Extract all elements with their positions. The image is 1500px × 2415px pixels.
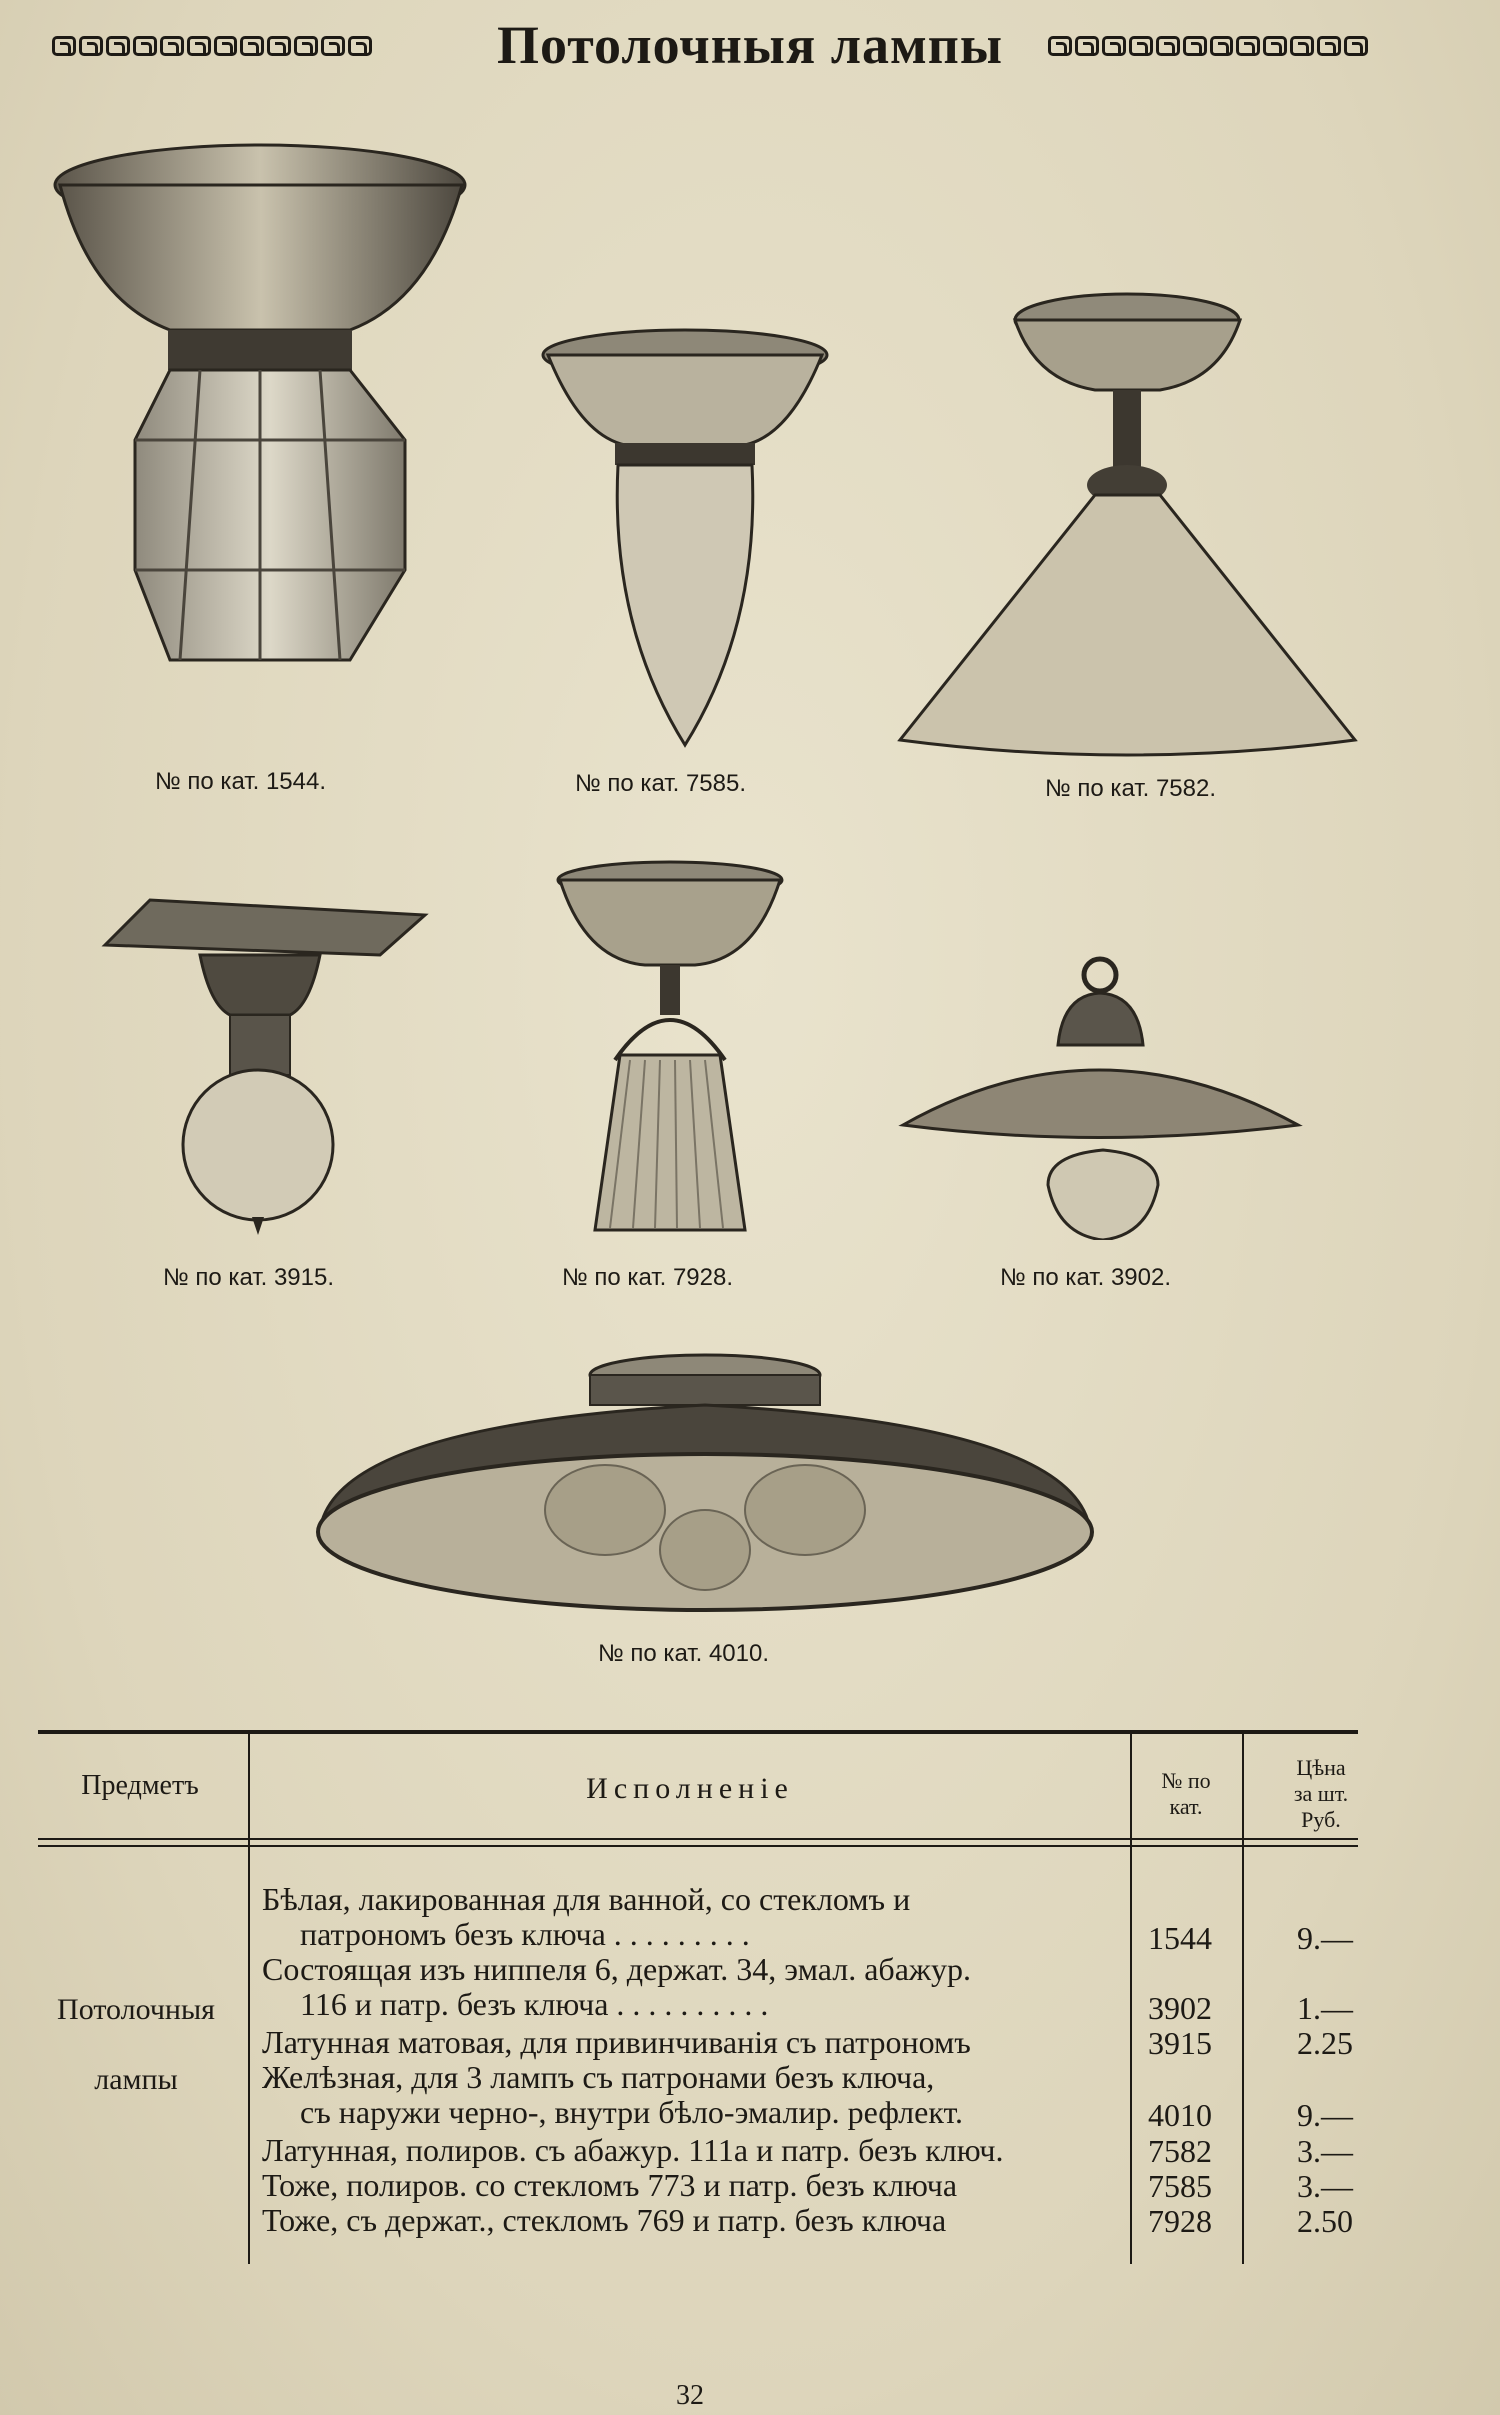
row-3902-line2: 116 и патр. безъ ключа . . . . . . . . . . — [300, 1986, 769, 2022]
row-3915-num: 3915 — [1148, 2025, 1212, 2061]
lamp-3915-illustration — [100, 895, 430, 1240]
page-title: Потолочныя лампы — [496, 15, 1004, 75]
row-7928-num: 7928 — [1148, 2203, 1212, 2239]
row-1544-line2: патрономъ безъ ключа . . . . . . . . . — [300, 1916, 750, 1952]
row-7582-num: 7582 — [1148, 2133, 1212, 2169]
lamp-3902-illustration — [898, 955, 1303, 1240]
caption-7928: № по кат. 7928. — [562, 1264, 733, 1291]
table-divider-1 — [248, 1734, 250, 2264]
lamp-7585-illustration — [540, 325, 830, 755]
lamp-7928-illustration — [555, 860, 785, 1240]
row-1544-line1: Бѣлая, лакированная для ванной, со стекломъ и — [262, 1882, 911, 1917]
table-divider-2 — [1130, 1734, 1132, 2264]
row-7928-line1: Тоже, съ держат., стекломъ 769 и патр. безъ ключа — [262, 2203, 947, 2238]
row-4010-price: 9.— — [1297, 2097, 1353, 2133]
table-top-rule — [38, 1730, 1358, 1734]
header-price-line3: Руб. — [1301, 1807, 1341, 1832]
caption-3902: № по кат. 3902. — [1000, 1264, 1171, 1291]
header-ornament-left — [52, 36, 372, 66]
caption-7582: № по кат. 7582. — [1045, 775, 1216, 802]
subject-line2: лампы — [94, 2063, 178, 2096]
row-3902-line1: Состоящая изъ ниппеля 6, держат. 34, эмал. абажур. — [262, 1952, 972, 1987]
table-row — [262, 2133, 1112, 2168]
row-3902-num: 3902 — [1148, 1990, 1212, 2026]
caption-3915: № по кат. 3915. — [163, 1264, 334, 1291]
caption-7585: № по кат. 7585. — [575, 770, 746, 797]
caption-4010: № по кат. 4010. — [598, 1640, 769, 1667]
row-7928-price: 2.50 — [1297, 2203, 1353, 2239]
header-subject: Предметъ — [81, 1770, 199, 1801]
table-row — [262, 2025, 1112, 2060]
page-number: 32 — [676, 2380, 704, 2411]
header-price-line1: Цѣна — [1296, 1755, 1346, 1780]
lamp-1544-illustration — [50, 140, 480, 700]
row-3915-line1: Латунная матовая, для привинчиванія съ патрономъ — [262, 2025, 971, 2060]
subject-line1: Потолочныя — [57, 1993, 215, 2026]
row-7582-price: 3.— — [1297, 2133, 1353, 2169]
header-execution: Исполненіе — [586, 1772, 794, 1805]
header-catalog-no — [1134, 1768, 1238, 1820]
table-header-rule-1 — [38, 1838, 1358, 1840]
row-7585-num: 7585 — [1148, 2168, 1212, 2204]
header-price — [1246, 1755, 1396, 1833]
table-row — [262, 2203, 1112, 2238]
table-divider-3 — [1242, 1734, 1244, 2264]
row-7585-line1: Тоже, полиров. со стекломъ 773 и патр. безъ ключа — [262, 2168, 958, 2203]
row-4010-num: 4010 — [1148, 2097, 1212, 2133]
row-3915-price: 2.25 — [1297, 2025, 1353, 2061]
header-catalog-no-line1: № по — [1161, 1768, 1211, 1793]
table-row — [262, 1952, 1112, 2022]
table-header-rule-2 — [38, 1845, 1358, 1847]
header-catalog-no-line2: кат. — [1169, 1794, 1203, 1819]
table-row — [262, 2060, 1112, 2130]
table-row — [262, 2168, 1112, 2203]
row-1544-price: 9.— — [1297, 1920, 1353, 1956]
row-4010-line2: съ наружи черно-, внутри бѣло-эмалир. рефлект. — [300, 2094, 964, 2130]
row-7585-price: 3.— — [1297, 2168, 1353, 2204]
row-7582-line1: Латунная, полиров. съ абажур. 111а и патр. безъ ключ. — [262, 2133, 1004, 2168]
row-1544-num: 1544 — [1148, 1920, 1212, 1956]
table-row — [262, 1882, 1112, 1952]
lamp-7582-illustration — [895, 290, 1360, 760]
caption-1544: № по кат. 1544. — [155, 768, 326, 795]
row-4010-line1: Желѣзная, для 3 лампъ съ патронами безъ ключа, — [262, 2060, 935, 2095]
row-3902-price: 1.— — [1297, 1990, 1353, 2026]
lamp-4010-illustration — [315, 1350, 1095, 1625]
header-price-line2: за шт. — [1293, 1781, 1349, 1806]
